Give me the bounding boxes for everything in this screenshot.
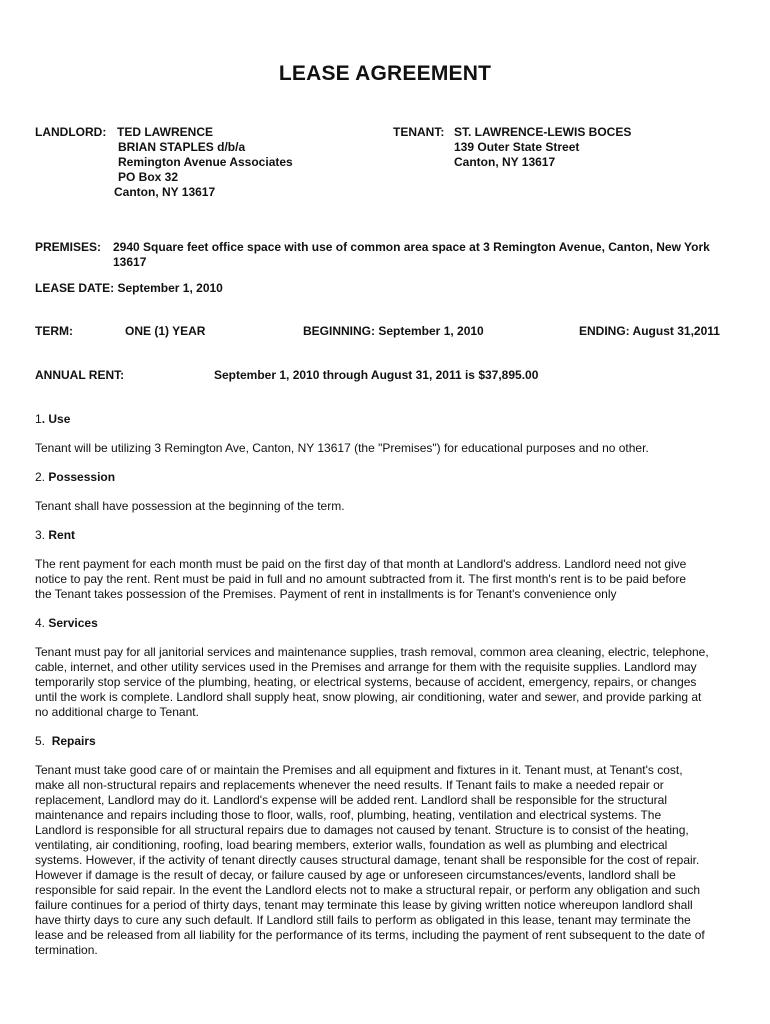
section-number: 1: [35, 412, 42, 426]
body-line: maintenance and repairs including those to floor, walls, roof, plumbing, heating, ventilation and electrical systems. The: [35, 808, 662, 822]
document-title: LEASE AGREEMENT: [278, 62, 492, 85]
body-line: lease and be released from all liability for the performance of its terms, including the payment of rent subsequent to the date of: [35, 928, 705, 942]
body-line: notice to pay the rent. Rent must be paid in full and no amount subtracted from it. The first month's rent is to be paid before: [35, 572, 687, 586]
section-body-services: [35, 645, 740, 720]
body-line: termination.: [35, 943, 98, 957]
body-line: responsible for said repair. In the event the Landlord elects not to make a structural repair, or perform any obligation and such: [35, 883, 701, 897]
body-line: Tenant must take good care of or maintain the Premises and all equipment and fixtures in it. Tenant must, at Tenant's cost,: [35, 763, 683, 777]
body-line: The rent payment for each month must be paid on the first day of that month at Landlord's address. Landlord need not give: [35, 557, 687, 571]
section-heading-rent: [35, 528, 75, 542]
section-body-possession: [35, 499, 740, 514]
body-line: make all non-structural repairs and replacements whenever the need results. If Tenant fails to make a needed repair or: [35, 778, 664, 792]
body-line: Tenant shall have possession at the beginning of the term.: [35, 499, 345, 513]
tenant-address: [454, 125, 631, 170]
tenant-line: ST. LAWRENCE-LEWIS BOCES: [454, 125, 632, 139]
section-body-repairs: [35, 763, 740, 958]
section-title: Services: [48, 616, 98, 630]
section-heading-use: 1. Use: [35, 412, 71, 426]
body-line: no additional charge to Tenant.: [35, 705, 199, 719]
body-line: the Tenant takes possession of the Premises. Payment of rent in installments is for Tenant's convenience only: [35, 587, 617, 601]
section-heading-possession: [35, 470, 115, 484]
landlord-address: [114, 125, 293, 200]
section-number: 2.: [35, 470, 46, 484]
body-line: failure continues for a period of thirty days, tenant may terminate this lease by giving written notice whereupon landlord shall: [35, 898, 693, 912]
section-title: Rent: [48, 528, 76, 542]
body-line: However if damage is the result of decay, or failure caused by age or unforeseen circumstances/events, landlord shall be: [35, 868, 676, 882]
lease-date: LEASE DATE: September 1, 2010: [35, 281, 223, 295]
section-title: Possession: [48, 470, 116, 484]
section-heading-repairs: [35, 734, 96, 748]
landlord-line: Canton, NY 13617: [114, 185, 216, 199]
body-line: replacement, Landlord may do it. Landlord's expense will be added rent. Landlord shall be responsible for the structural: [35, 793, 667, 807]
term-label: TERM:: [35, 324, 73, 338]
premises-label: PREMISES:: [35, 240, 102, 254]
section-title: Repairs: [51, 734, 96, 748]
section-number: 5.: [35, 734, 46, 748]
body-line: cable, internet, and other utility services used in the Premises and arrange for them with the requisite supplies. Landlord may: [35, 660, 697, 674]
body-line: have thirty days to cure any such default. If Landlord still fails to perform as obligated in this lease, tenant may terminate the: [35, 913, 691, 927]
annual-rent-value: September 1, 2010 through August 31, 2011 is $37,895.00: [214, 368, 539, 382]
body-line: Landlord is responsible for all structural repairs due to damages not caused by tenant. Structure is to consist of the heating,: [35, 823, 689, 837]
body-line: temporarily stop service of the plumbing, heating, or electrical systems, because of accident, emergency, repairs, or changes: [35, 675, 697, 689]
annual-rent-label: ANNUAL RENT:: [35, 368, 125, 382]
section-number: 3.: [35, 528, 46, 542]
landlord-label: LANDLORD:: [35, 125, 107, 139]
tenant-label: TENANT:: [393, 125, 445, 139]
body-line: Tenant must pay for all janitorial services and maintenance supplies, trash removal, common area cleaning, electric, telephone,: [35, 645, 709, 659]
term-beginning: BEGINNING: September 1, 2010: [303, 324, 484, 338]
body-line: systems. However, if the activity of tenant directly causes structural damage, tenant shall be responsible for the cost of repair.: [35, 853, 700, 867]
landlord-line: PO Box 32: [118, 170, 179, 184]
section-heading-services: [35, 616, 98, 630]
body-line: until the work is complete. Landlord shall supply heat, snow plowing, air conditioning, water and sewer, and provide parking at: [35, 690, 702, 704]
premises-value: [113, 240, 710, 270]
section-number: 4.: [35, 616, 46, 630]
tenant-line: Canton, NY 13617: [454, 155, 556, 169]
term-value: ONE (1) YEAR: [125, 324, 206, 338]
landlord-line: BRIAN STAPLES d/b/a: [118, 140, 246, 154]
section-title: Use: [48, 412, 71, 426]
body-line: Tenant will be utilizing 3 Remington Ave, Canton, NY 13617 (the "Premises") for educational purposes and no other.: [35, 441, 649, 455]
tenant-line: 139 Outer State Street: [454, 140, 580, 154]
section-body-use: [35, 441, 740, 456]
premises-line: 13617: [113, 255, 147, 269]
landlord-line: TED LAWRENCE: [117, 125, 213, 139]
body-line: ventilating, air conditioning, roofing, load bearing members, exterior walls, foundation as well as plumbing and electrical: [35, 838, 668, 852]
term-ending: ENDING: August 31,2011: [579, 324, 720, 338]
premises-line: 2940 Square feet office space with use of common area space at 3 Remington Avenue, Canton, New York: [113, 240, 710, 254]
section-body-rent: [35, 557, 740, 602]
landlord-line: Remington Avenue Associates: [118, 155, 293, 169]
